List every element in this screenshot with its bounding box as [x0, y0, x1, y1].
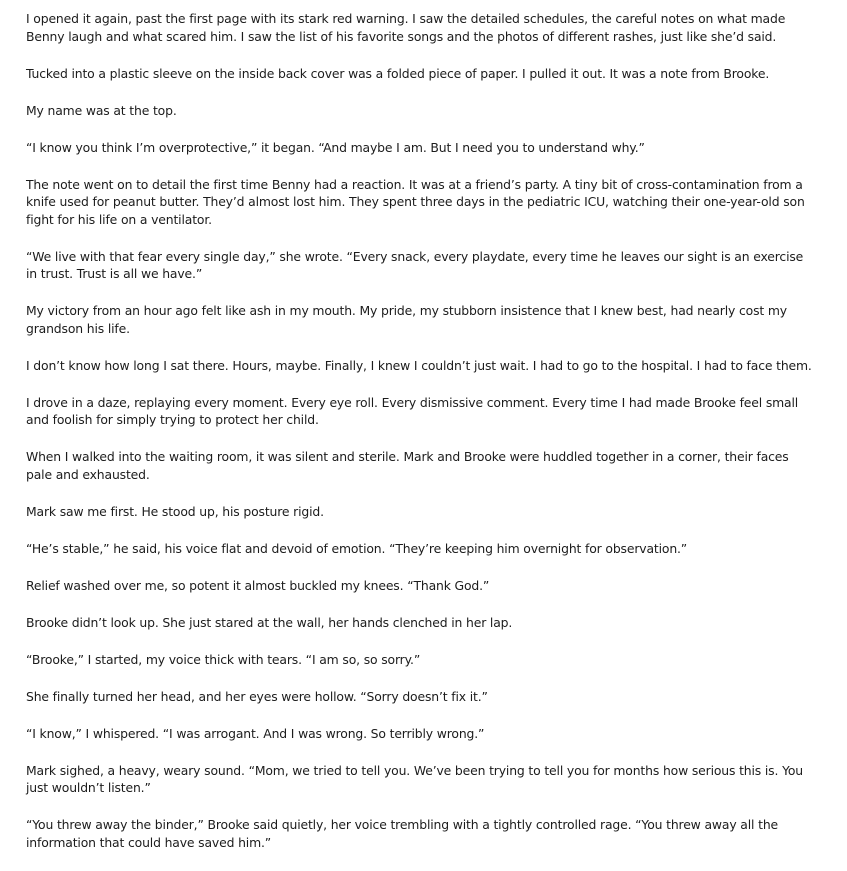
paragraph: My name was at the top. — [26, 102, 177, 118]
paragraph: “You threw away the binder,” Brooke said quietly, her voice trembling with a tightly controlled rage. “You threw away all the information that could have saved him.” — [26, 817, 778, 850]
paragraph: Tucked into a plastic sleeve on the inside back cover was a folded piece of paper. I pulled it out. It was a note from Brooke. — [26, 65, 770, 81]
paragraph: I opened it again, past the first page with its stark red warning. I saw the detailed schedules, the careful notes on what made Benny laugh and what scared him. I saw the list of his favorite songs and the photos of different rashes, just like she’d said. — [26, 11, 786, 44]
story-body — [26, 10, 816, 871]
paragraph: Relief washed over me, so potent it almost buckled my knees. “Thank God.” — [26, 577, 490, 593]
paragraph: Brooke didn’t look up. She just stared at the wall, her hands clenched in her lap. — [26, 614, 513, 630]
paragraph: “I know,” I whispered. “I was arrogant. And I was wrong. So terribly wrong.” — [26, 725, 485, 741]
paragraph: “He’s stable,” he said, his voice flat and devoid of emotion. “They’re keeping him overnight for observation.” — [26, 540, 688, 556]
paragraph: “Brooke,” I started, my voice thick with tears. “I am so, so sorry.” — [26, 651, 421, 667]
paragraph: My victory from an hour ago felt like ash in my mouth. My pride, my stubborn insistence that I knew best, had nearly cost my grandson his life. — [26, 303, 787, 336]
paragraph: Mark saw me first. He stood up, his posture rigid. — [26, 503, 324, 519]
paragraph: The note went on to detail the first time Benny had a reaction. It was at a friend’s party. A tiny bit of cross-contamination from a knife used for peanut butter. They’d almost lost him. They spent three days in the pediatric ICU, watching their one-year-old son fight for his life on a ventilator. — [26, 176, 805, 227]
paragraph: “I know you think I’m overprotective,” it began. “And maybe I am. But I need you to understand why.” — [26, 139, 645, 155]
paragraph: She finally turned her head, and her eyes were hollow. “Sorry doesn’t fix it.” — [26, 688, 488, 704]
paragraph: When I walked into the waiting room, it was silent and sterile. Mark and Brooke were huddled together in a corner, their faces pale and exhausted. — [26, 449, 789, 482]
paragraph: Mark sighed, a heavy, weary sound. “Mom, we tried to tell you. We’ve been trying to tell you for months how serious this is. You just wouldn’t listen.” — [26, 762, 803, 795]
paragraph: I drove in a daze, replaying every moment. Every eye roll. Every dismissive comment. Every time I had made Brooke feel small and foolish for simply trying to protect her child. — [26, 394, 799, 427]
paragraph: “We live with that fear every single day,” she wrote. “Every snack, every playdate, every time he leaves our sight is an exercise in trust. Trust is all we have.” — [26, 248, 804, 281]
paragraph: I don’t know how long I sat there. Hours, maybe. Finally, I knew I couldn’t just wait. I had to go to the hospital. I had to face them. — [26, 357, 812, 373]
